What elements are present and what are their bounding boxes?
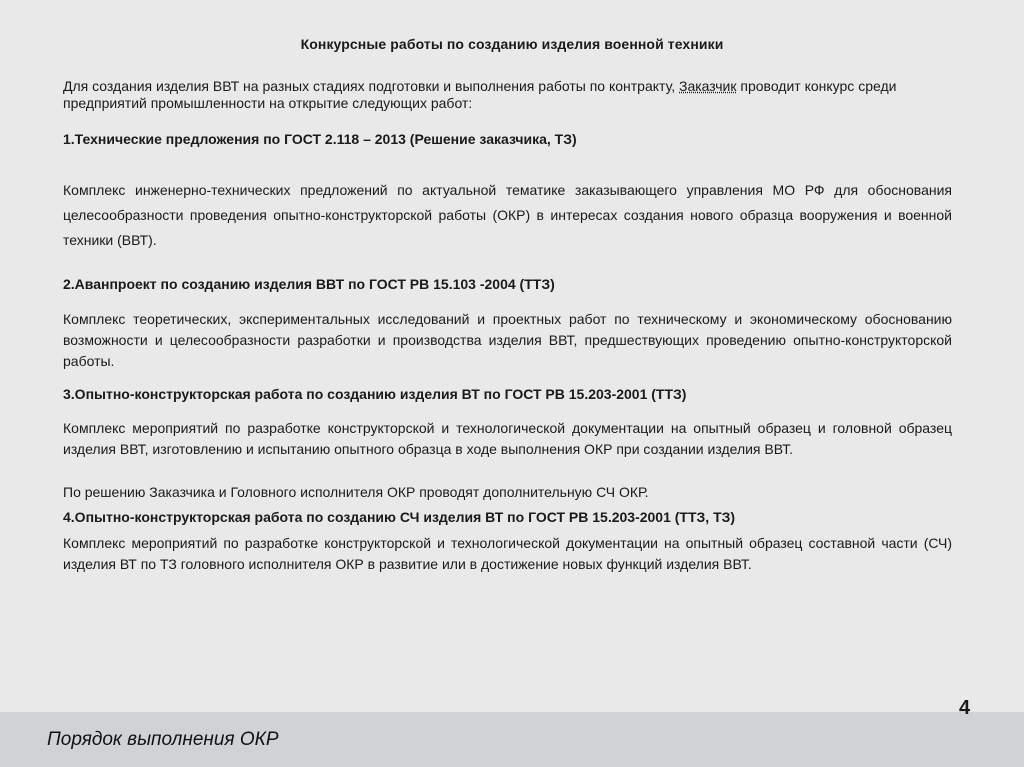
section-1-body: Комплекс инженерно-технических предложений по актуальной тематике заказывающего управления МО РФ для обоснования целесообразности проведения опытно-конструкторской работы (ОКР) в интересах создания нового образца вооружения и военной техники (ВВТ). xyxy=(63,182,952,248)
section-3-note: По решению Заказчика и Головного исполнителя ОКР проводят дополнительную СЧ ОКР. xyxy=(63,484,649,500)
section-1-heading: 1.Технические предложения по ГОСТ 2.118 – 2013 (Решение заказчика, ТЗ) xyxy=(63,131,577,147)
section-3-body: Комплекс мероприятий по разработке конструкторской и технологической документации на опытный образец и головной образец изделия ВВТ, изготовлению и испытанию опытного образца в ходе выполнения ОКР при создании изделия ВВТ. xyxy=(63,420,952,457)
footer-title: Порядок выполнения ОКР xyxy=(47,729,279,750)
page-number: 4 xyxy=(959,697,971,719)
intro-customer-term: Заказчик xyxy=(679,78,737,94)
intro-text-after: проводит конкурс среди предприятий промышленности на открытие следующих работ: xyxy=(63,78,897,111)
section-4-body: Комплекс мероприятий по разработке конструкторской и технологической документации на опытный образец составной части (СЧ) изделия ВТ по ТЗ головного исполнителя ОКР в развитие или в достижение новых функций изделия ВВТ. xyxy=(63,535,952,572)
section-4-heading: 4.Опытно-конструкторская работа по созданию СЧ изделия ВТ по ГОСТ РВ 15.203-2001 (ТТЗ, ТЗ) xyxy=(63,509,736,525)
intro-text-before: Для создания изделия ВВТ на разных стадиях подготовки и выполнения работы по контракту, xyxy=(63,78,679,94)
section-2-heading: 2.Аванпроект по созданию изделия ВВТ по ГОСТ РВ 15.103 -2004 (ТТЗ) xyxy=(63,276,555,292)
slide-title: Конкурсные работы по созданию изделия военной техники xyxy=(300,36,724,52)
section-3-heading: 3.Опытно-конструкторская работа по созданию изделия ВТ по ГОСТ РВ 15.203-2001 (ТТЗ) xyxy=(63,386,687,402)
intro-paragraph xyxy=(63,78,952,112)
section-2-body: Комплекс теоретических, экспериментальных исследований и проектных работ по техническому и экономическому обоснованию возможности и целесообразности разработки и производства изделия ВВТ, предшествующих проведению опытно-конструкторской работы. xyxy=(63,311,952,369)
